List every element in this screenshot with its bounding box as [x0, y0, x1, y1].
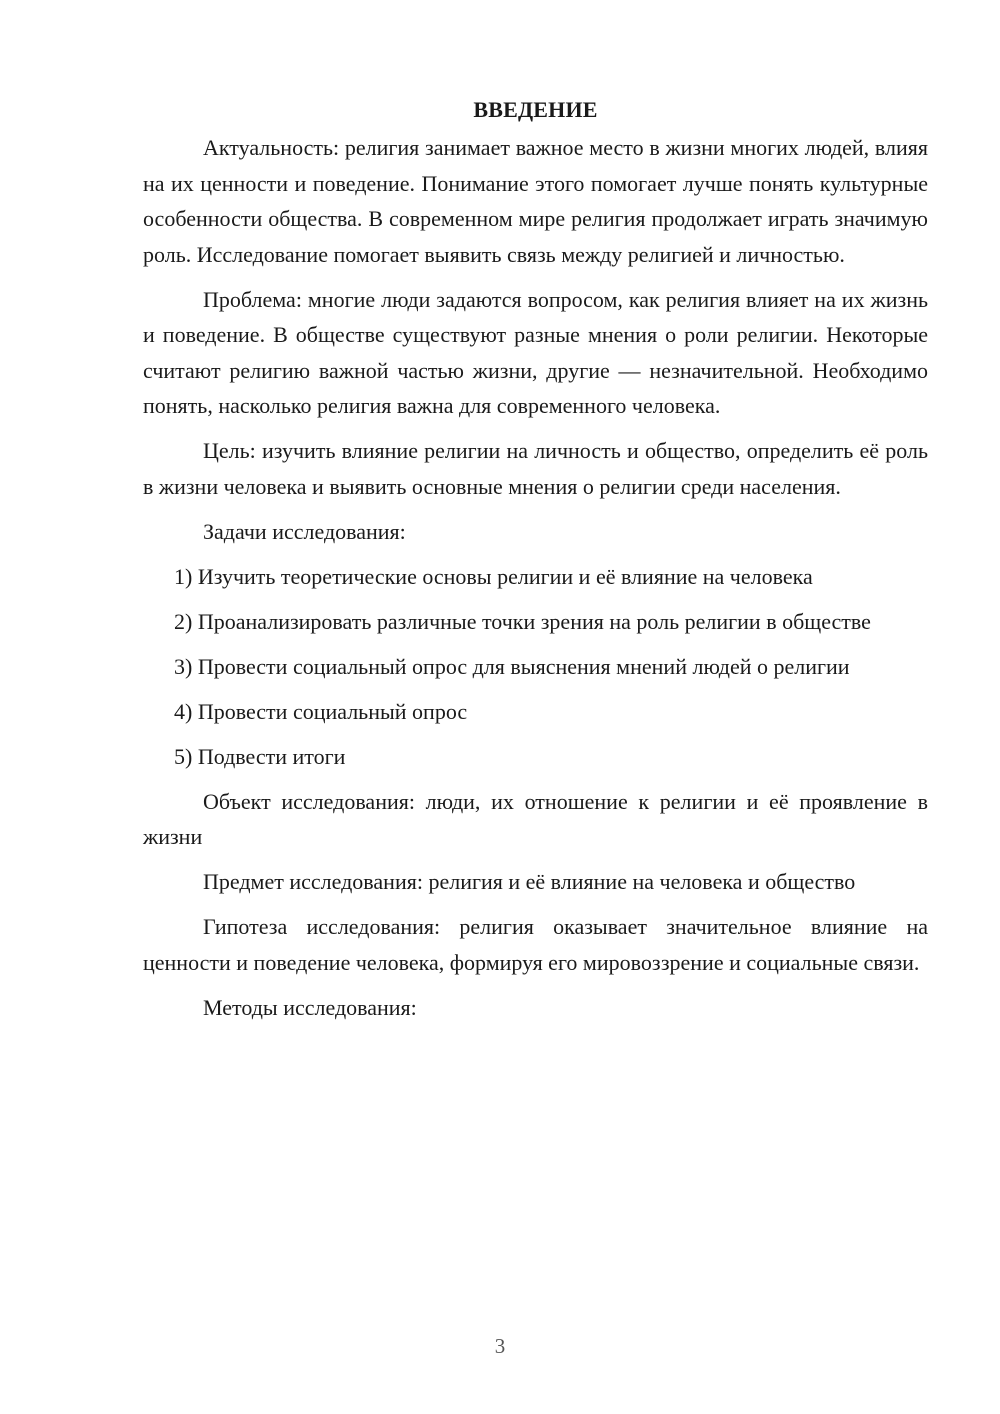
task-item-3: 3) Провести социальный опрос для выяснения мнений людей о религии [174, 653, 850, 679]
task-item-4: 4) Провести социальный опрос [174, 698, 468, 724]
section-title: ВВЕДЕНИЕ [473, 97, 598, 122]
task-item-1: 1) Изучить теоретические основы религии и её влияние на человека [174, 563, 813, 589]
hypothesis-paragraph: Гипотеза исследования: религия оказывает значительное влияние на ценности и поведение человека, формируя его мировоззрение и социальные связи. [143, 914, 928, 975]
tasks-list [143, 559, 928, 775]
subject-paragraph: Предмет исследования: религия и её влияние на человека и общество [203, 869, 856, 894]
object-paragraph: Объект исследования: люди, их отношение к религии и её проявление в жизни [143, 788, 928, 849]
task-item-5: 5) Подвести итоги [174, 743, 346, 769]
tasks-heading: Задачи исследования: [203, 518, 406, 544]
problem-paragraph: Проблема: многие люди задаются вопросом, как религия влияет на их жизнь и поведение. В обществе существуют разные мнения о роли религии. Некоторые считают религию важной частью жизни, другие — незначительной. Необходимо понять, насколько религия важна для современного человека. [143, 286, 928, 418]
page-body [143, 92, 928, 1035]
relevance-paragraph: Актуальность: религия занимает важное место в жизни многих людей, влияя на их ценности и поведение. Понимание этого помогает лучше понять культурные особенности общества. В современном мире религия продолжает играть значимую роль. Исследование помогает выявить связь между религией и личностью. [143, 135, 928, 267]
task-item-2: 2) Проанализировать различные точки зрения на роль религии в обществе [174, 608, 871, 634]
methods-heading: Методы исследования: [203, 994, 417, 1020]
goal-paragraph: Цель: изучить влияние религии на личность и общество, определить её роль в жизни человека и выявить основные мнения о религии среди населения. [143, 438, 928, 499]
page-number: 3 [494, 1334, 506, 1358]
